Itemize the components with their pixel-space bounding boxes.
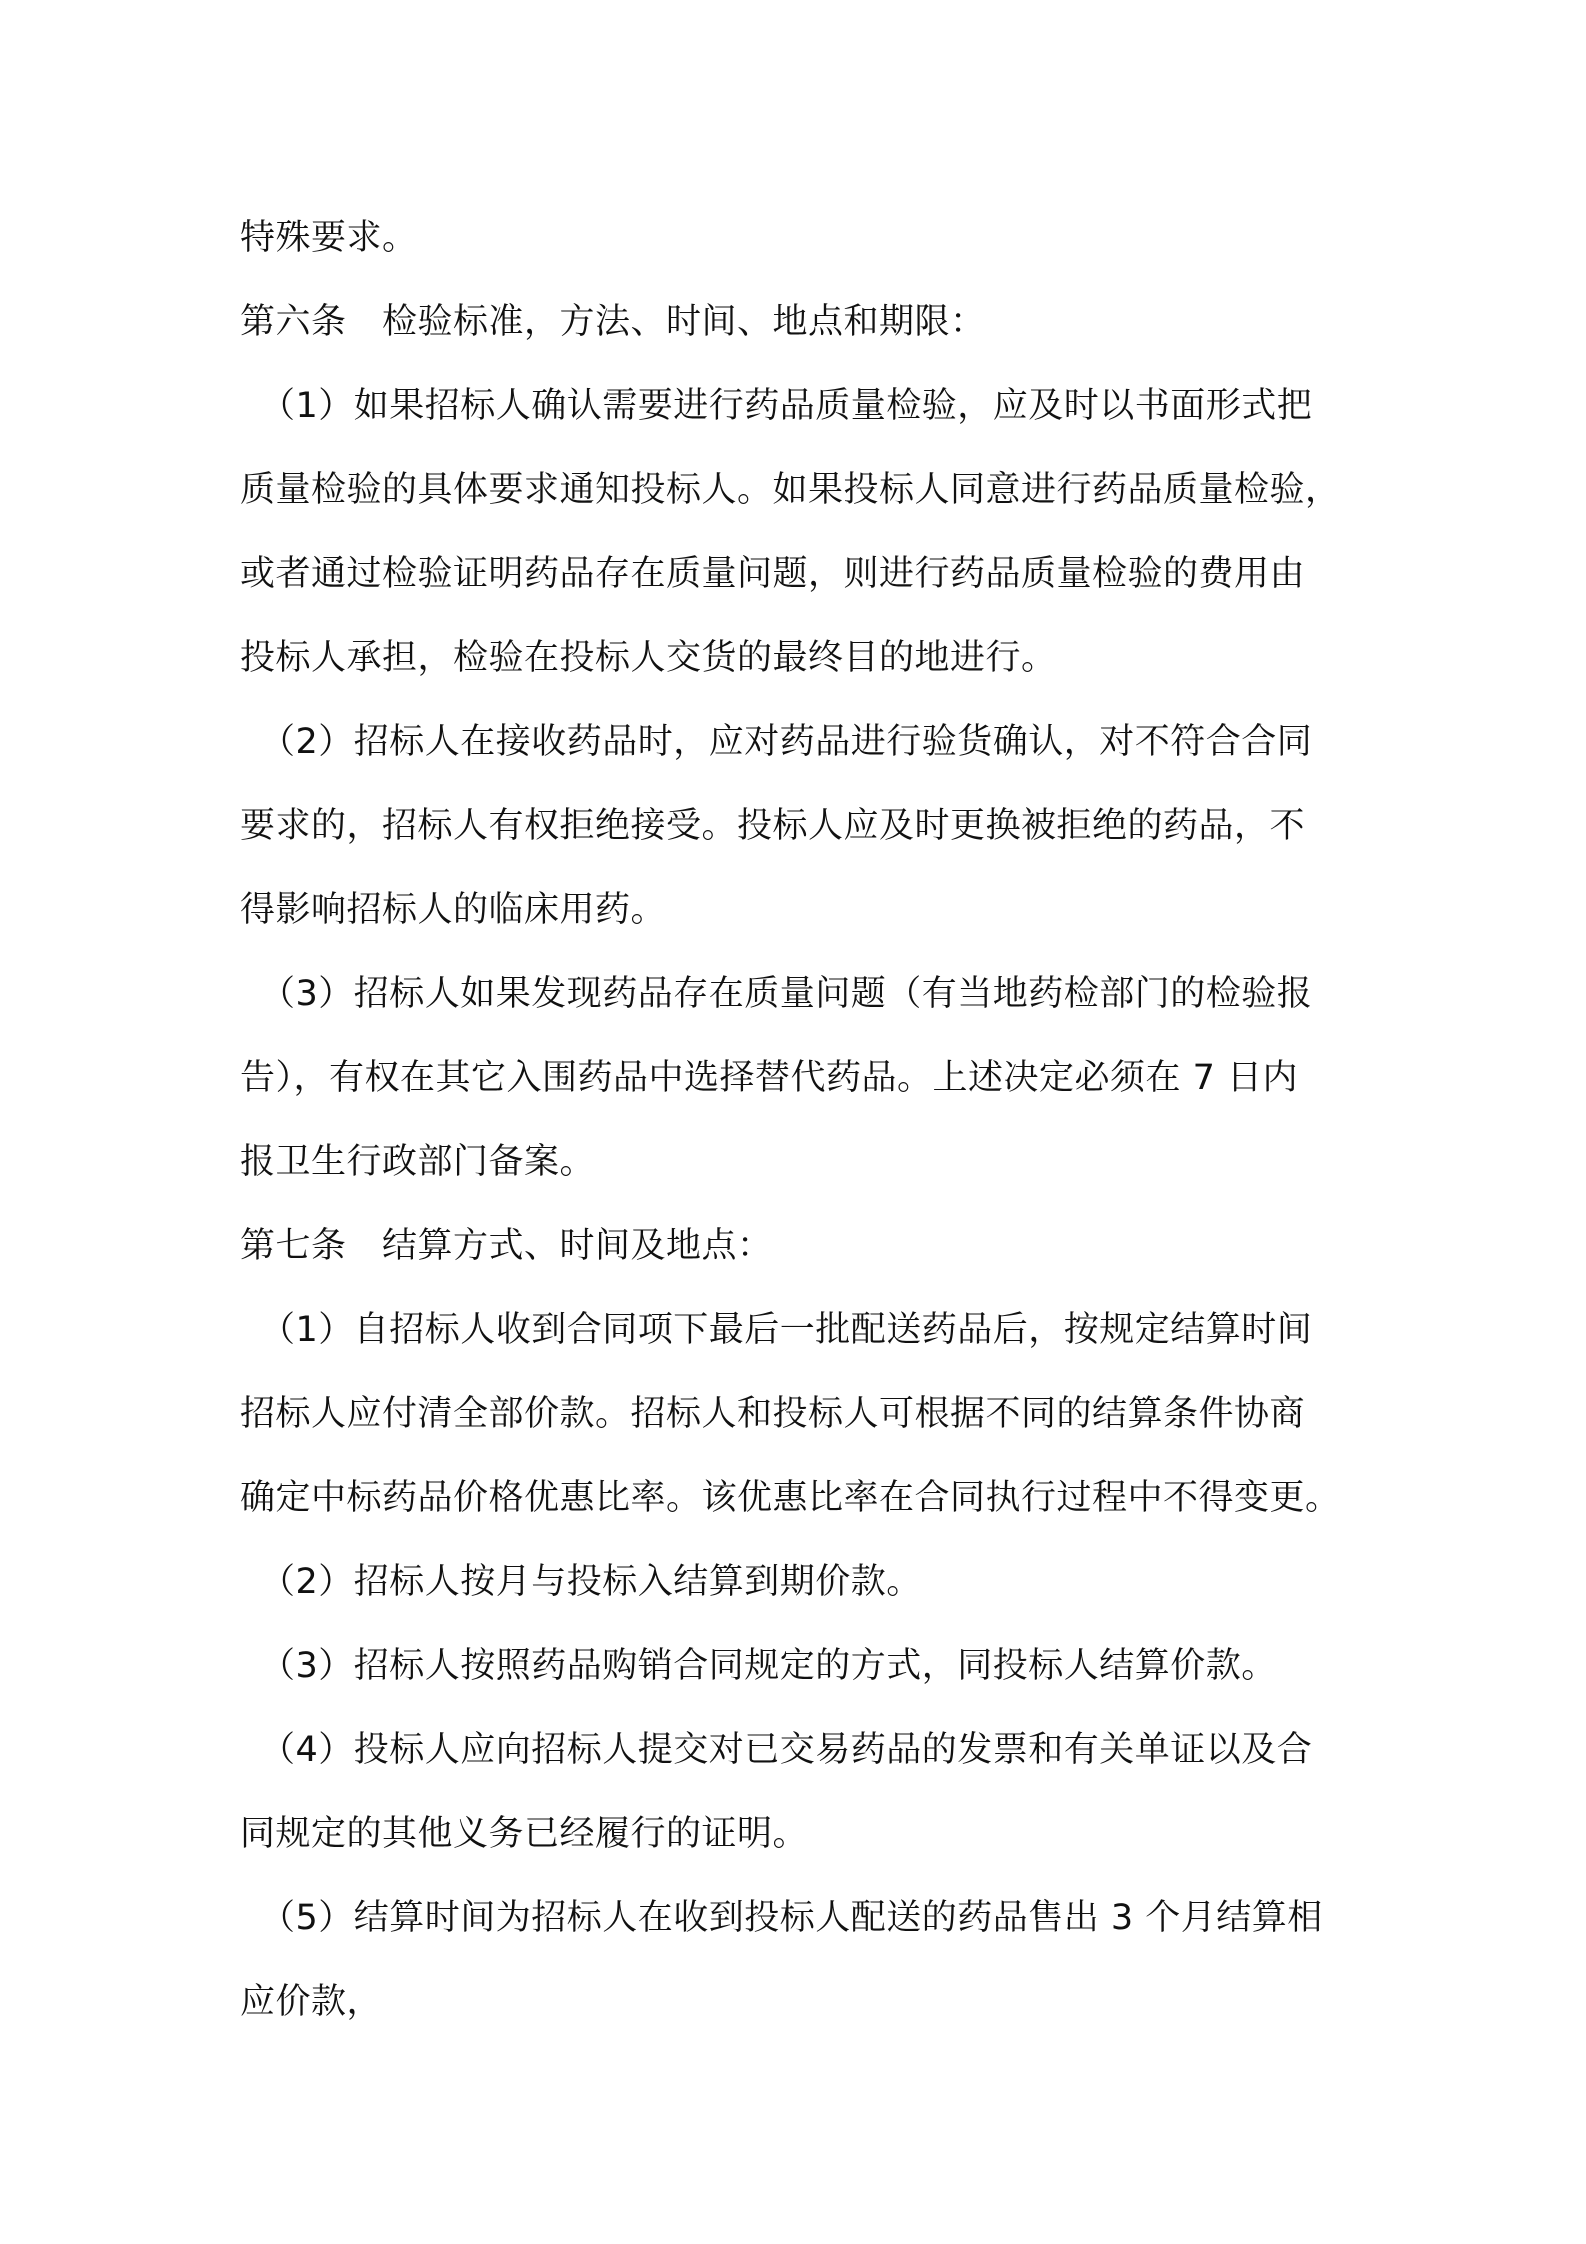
article-7-item-1-line-2: 招标人应付清全部价款。招标人和投标人可根据不同的结算条件协商: [240, 1394, 1306, 1434]
article-7-item-1-line-3: 确定中标药品价格优惠比率。该优惠比率在合同执行过程中不得变更。: [240, 1478, 1341, 1518]
article-7-item-2: （2）招标人按月与投标入结算到期价款。: [260, 1562, 922, 1602]
article-7-item-4-line-2: 同规定的其他义务已经履行的证明。: [240, 1814, 809, 1854]
article-6-item-1-line-3: 或者通过检验证明药品存在质量问题，则进行药品质量检验的费用由: [240, 554, 1306, 594]
article-7-heading: 第七条 结算方式、时间及地点：: [240, 1226, 773, 1266]
article-6-heading: 第六条 检验标准，方法、时间、地点和期限：: [240, 302, 986, 342]
article-7-item-5-line-1: （5）结算时间为招标人在收到投标人配送的药品售出 3 个月结算相: [260, 1898, 1323, 1938]
article-6-item-2-line-2: 要求的，招标人有权拒绝接受。投标人应及时更换被拒绝的药品，不: [240, 806, 1306, 846]
article-7-item-3: （3）招标人按照药品购销合同规定的方式，同投标人结算价款。: [260, 1646, 1277, 1686]
article-6-item-3-line-2: 告），有权在其它入围药品中选择替代药品。上述决定必须在 7 日内: [240, 1058, 1299, 1098]
article-6-item-1-line-2: 质量检验的具体要求通知投标人。如果投标人同意进行药品质量检验，: [240, 470, 1341, 510]
article-6-item-1-line-1: （1）如果招标人确认需要进行药品质量检验，应及时以书面形式把: [260, 386, 1313, 426]
text-line-continuation: 特殊要求。: [240, 218, 418, 258]
article-6-item-3-line-3: 报卫生行政部门备案。: [240, 1142, 596, 1182]
document-body: [240, 196, 1390, 2044]
article-6-item-2-line-3: 得影响招标人的临床用药。: [240, 890, 667, 930]
article-7-item-4-line-1: （4）投标人应向招标人提交对已交易药品的发票和有关单证以及合: [260, 1730, 1313, 1770]
article-6-item-3-line-1: （3）招标人如果发现药品存在质量问题（有当地药检部门的检验报: [260, 974, 1313, 1014]
article-6-item-1-line-4: 投标人承担，检验在投标人交货的最终目的地进行。: [240, 638, 1057, 678]
article-7-item-5-line-2: 应价款，: [240, 1982, 383, 2022]
article-7-item-1-line-1: （1）自招标人收到合同项下最后一批配送药品后，按规定结算时间: [260, 1310, 1313, 1350]
article-6-item-2-line-1: （2）招标人在接收药品时，应对药品进行验货确认，对不符合合同: [260, 722, 1313, 762]
